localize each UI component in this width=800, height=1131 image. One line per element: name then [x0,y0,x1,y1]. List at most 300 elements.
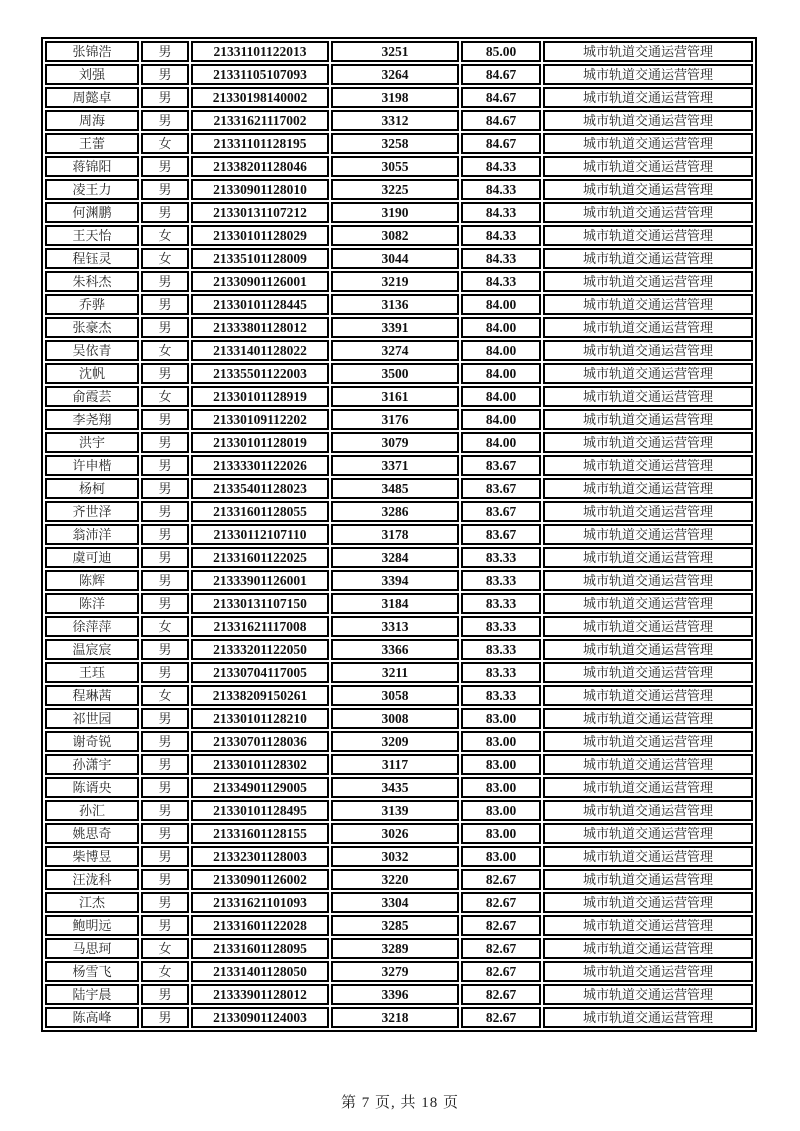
cell-name: 朱科杰 [45,271,139,292]
cell-score: 83.33 [461,662,541,683]
cell-gender: 男 [141,294,189,315]
cell-id: 21331601128095 [191,938,329,959]
cell-code: 3220 [331,869,459,890]
cell-code: 3139 [331,800,459,821]
table-row [45,133,753,154]
cell-gender: 男 [141,915,189,936]
cell-score: 83.33 [461,547,541,568]
table-row [45,915,753,936]
cell-id: 21330112107110 [191,524,329,545]
cell-score: 84.00 [461,432,541,453]
table-row [45,754,753,775]
cell-score: 84.33 [461,248,541,269]
cell-id: 21330101128302 [191,754,329,775]
cell-code: 3058 [331,685,459,706]
table-row [45,294,753,315]
cell-gender: 男 [141,869,189,890]
cell-code: 3304 [331,892,459,913]
table-row [45,455,753,476]
cell-id: 21330101128019 [191,432,329,453]
cell-id: 21330131107212 [191,202,329,223]
cell-major: 城市轨道交通运营管理 [543,754,753,775]
cell-gender: 男 [141,823,189,844]
cell-id: 21330901126001 [191,271,329,292]
table-row [45,179,753,200]
cell-code: 3396 [331,984,459,1005]
cell-major: 城市轨道交通运营管理 [543,64,753,85]
table-row [45,777,753,798]
cell-gender: 男 [141,271,189,292]
table-row [45,961,753,982]
cell-major: 城市轨道交通运营管理 [543,340,753,361]
cell-major: 城市轨道交通运营管理 [543,248,753,269]
cell-score: 83.00 [461,800,541,821]
cell-major: 城市轨道交通运营管理 [543,593,753,614]
cell-score: 82.67 [461,892,541,913]
cell-name: 张锦浩 [45,41,139,62]
cell-name: 何渊鹏 [45,202,139,223]
table-row [45,892,753,913]
table-row [45,317,753,338]
cell-major: 城市轨道交通运营管理 [543,984,753,1005]
cell-code: 3218 [331,1007,459,1028]
cell-major: 城市轨道交通运营管理 [543,363,753,384]
cell-gender: 男 [141,317,189,338]
cell-gender: 男 [141,64,189,85]
cell-code: 3176 [331,409,459,430]
cell-code: 3190 [331,202,459,223]
cell-name: 陈谞央 [45,777,139,798]
cell-name: 王蕾 [45,133,139,154]
cell-gender: 男 [141,593,189,614]
cell-code: 3286 [331,501,459,522]
cell-name: 蒋锦阳 [45,156,139,177]
cell-gender: 女 [141,225,189,246]
cell-name: 张豪杰 [45,317,139,338]
cell-name: 程琳茜 [45,685,139,706]
cell-id: 21330101128029 [191,225,329,246]
cell-code: 3313 [331,616,459,637]
cell-major: 城市轨道交通运营管理 [543,386,753,407]
cell-major: 城市轨道交通运营管理 [543,915,753,936]
cell-score: 83.67 [461,524,541,545]
cell-code: 3284 [331,547,459,568]
cell-gender: 男 [141,409,189,430]
cell-gender: 男 [141,777,189,798]
cell-id: 21335101128009 [191,248,329,269]
cell-name: 程钰灵 [45,248,139,269]
cell-code: 3198 [331,87,459,108]
cell-name: 祁世园 [45,708,139,729]
cell-id: 21331601128055 [191,501,329,522]
cell-code: 3136 [331,294,459,315]
cell-gender: 男 [141,570,189,591]
table-row [45,110,753,131]
cell-score: 84.00 [461,363,541,384]
cell-major: 城市轨道交通运营管理 [543,731,753,752]
cell-code: 3225 [331,179,459,200]
table-row [45,869,753,890]
cell-id: 21330901128010 [191,179,329,200]
cell-gender: 女 [141,386,189,407]
cell-score: 84.33 [461,179,541,200]
cell-gender: 女 [141,938,189,959]
cell-name: 马思珂 [45,938,139,959]
cell-id: 21331601122028 [191,915,329,936]
cell-gender: 男 [141,432,189,453]
table-row [45,524,753,545]
cell-code: 3485 [331,478,459,499]
cell-major: 城市轨道交通运营管理 [543,892,753,913]
cell-code: 3184 [331,593,459,614]
cell-score: 83.00 [461,731,541,752]
cell-code: 3258 [331,133,459,154]
cell-code: 3032 [331,846,459,867]
table-row [45,41,753,62]
cell-id: 21331621101093 [191,892,329,913]
cell-name: 谢奇锐 [45,731,139,752]
cell-id: 21330701128036 [191,731,329,752]
cell-name: 江杰 [45,892,139,913]
cell-major: 城市轨道交通运营管理 [543,547,753,568]
cell-gender: 男 [141,179,189,200]
cell-id: 21334901129005 [191,777,329,798]
cell-name: 陈洋 [45,593,139,614]
cell-code: 3178 [331,524,459,545]
cell-major: 城市轨道交通运营管理 [543,409,753,430]
cell-id: 21330704117005 [191,662,329,683]
cell-gender: 女 [141,616,189,637]
cell-name: 李尧翔 [45,409,139,430]
cell-score: 83.67 [461,501,541,522]
cell-major: 城市轨道交通运营管理 [543,225,753,246]
cell-gender: 男 [141,363,189,384]
cell-code: 3251 [331,41,459,62]
cell-id: 21335401128023 [191,478,329,499]
cell-code: 3209 [331,731,459,752]
cell-major: 城市轨道交通运营管理 [543,294,753,315]
cell-major: 城市轨道交通运营管理 [543,869,753,890]
cell-major: 城市轨道交通运营管理 [543,685,753,706]
cell-name: 陈辉 [45,570,139,591]
cell-name: 周海 [45,110,139,131]
cell-id: 21331105107093 [191,64,329,85]
table-row [45,593,753,614]
cell-name: 陆宇晨 [45,984,139,1005]
cell-name: 孙汇 [45,800,139,821]
cell-name: 吴依青 [45,340,139,361]
cell-id: 21330131107150 [191,593,329,614]
cell-name: 杨雪飞 [45,961,139,982]
cell-id: 21330109112202 [191,409,329,430]
cell-major: 城市轨道交通运营管理 [543,662,753,683]
cell-code: 3211 [331,662,459,683]
cell-major: 城市轨道交通运营管理 [543,570,753,591]
cell-id: 21333901128012 [191,984,329,1005]
cell-id: 21331401128022 [191,340,329,361]
cell-name: 周懿卓 [45,87,139,108]
table-row [45,662,753,683]
cell-major: 城市轨道交通运营管理 [543,708,753,729]
cell-score: 84.00 [461,340,541,361]
cell-major: 城市轨道交通运营管理 [543,202,753,223]
cell-score: 83.33 [461,570,541,591]
cell-id: 21331601122025 [191,547,329,568]
cell-major: 城市轨道交通运营管理 [543,87,753,108]
cell-score: 83.33 [461,616,541,637]
cell-id: 21331401128050 [191,961,329,982]
cell-code: 3161 [331,386,459,407]
cell-gender: 女 [141,961,189,982]
cell-code: 3371 [331,455,459,476]
cell-score: 84.67 [461,110,541,131]
table-row [45,938,753,959]
cell-gender: 男 [141,524,189,545]
cell-score: 83.67 [461,455,541,476]
cell-name: 徐萍萍 [45,616,139,637]
cell-score: 83.33 [461,639,541,660]
cell-gender: 男 [141,800,189,821]
table-row [45,708,753,729]
cell-id: 21330101128495 [191,800,329,821]
cell-code: 3366 [331,639,459,660]
cell-gender: 女 [141,133,189,154]
cell-code: 3055 [331,156,459,177]
cell-gender: 男 [141,639,189,660]
cell-name: 乔骅 [45,294,139,315]
cell-major: 城市轨道交通运营管理 [543,800,753,821]
cell-id: 21330901126002 [191,869,329,890]
cell-code: 3044 [331,248,459,269]
cell-gender: 女 [141,685,189,706]
cell-code: 3391 [331,317,459,338]
cell-name: 姚思奇 [45,823,139,844]
cell-score: 85.00 [461,41,541,62]
cell-code: 3219 [331,271,459,292]
cell-gender: 男 [141,110,189,131]
cell-major: 城市轨道交通运营管理 [543,455,753,476]
cell-score: 82.67 [461,938,541,959]
cell-code: 3079 [331,432,459,453]
table-row [45,225,753,246]
cell-gender: 男 [141,662,189,683]
table-row [45,731,753,752]
cell-major: 城市轨道交通运营管理 [543,846,753,867]
cell-name: 翁沛洋 [45,524,139,545]
table-row [45,409,753,430]
cell-code: 3279 [331,961,459,982]
table-row [45,984,753,1005]
cell-gender: 男 [141,984,189,1005]
cell-code: 3264 [331,64,459,85]
cell-gender: 男 [141,547,189,568]
cell-score: 83.67 [461,478,541,499]
cell-name: 虞可迪 [45,547,139,568]
cell-name: 刘强 [45,64,139,85]
cell-major: 城市轨道交通运营管理 [543,1007,753,1028]
cell-major: 城市轨道交通运营管理 [543,271,753,292]
cell-major: 城市轨道交通运营管理 [543,432,753,453]
cell-id: 21331621117002 [191,110,329,131]
table-row [45,248,753,269]
cell-major: 城市轨道交通运营管理 [543,501,753,522]
cell-id: 21331101122013 [191,41,329,62]
cell-name: 温宸宸 [45,639,139,660]
cell-gender: 男 [141,202,189,223]
cell-score: 84.67 [461,87,541,108]
cell-score: 84.67 [461,133,541,154]
cell-major: 城市轨道交通运营管理 [543,639,753,660]
cell-major: 城市轨道交通运营管理 [543,179,753,200]
cell-code: 3394 [331,570,459,591]
cell-gender: 男 [141,501,189,522]
table-row [45,478,753,499]
cell-score: 84.00 [461,409,541,430]
cell-score: 84.33 [461,271,541,292]
cell-name: 王珏 [45,662,139,683]
cell-name: 沈帆 [45,363,139,384]
table-row [45,639,753,660]
cell-major: 城市轨道交通运营管理 [543,938,753,959]
table-row [45,1007,753,1028]
cell-major: 城市轨道交通运营管理 [543,524,753,545]
table-row [45,846,753,867]
cell-score: 83.00 [461,823,541,844]
cell-name: 孙潇宇 [45,754,139,775]
table-row [45,271,753,292]
cell-gender: 男 [141,892,189,913]
cell-code: 3289 [331,938,459,959]
cell-score: 84.33 [461,202,541,223]
cell-major: 城市轨道交通运营管理 [543,777,753,798]
cell-major: 城市轨道交通运营管理 [543,478,753,499]
cell-name: 许申楷 [45,455,139,476]
cell-gender: 女 [141,340,189,361]
cell-score: 82.67 [461,915,541,936]
cell-id: 21330101128445 [191,294,329,315]
cell-major: 城市轨道交通运营管理 [543,616,753,637]
cell-gender: 男 [141,754,189,775]
cell-id: 21331601128155 [191,823,329,844]
cell-score: 83.33 [461,593,541,614]
cell-id: 21330101128210 [191,708,329,729]
cell-gender: 男 [141,1007,189,1028]
cell-score: 82.67 [461,961,541,982]
cell-gender: 男 [141,87,189,108]
cell-score: 82.67 [461,869,541,890]
cell-id: 21335501122003 [191,363,329,384]
cell-code: 3082 [331,225,459,246]
table-row [45,386,753,407]
table-row [45,685,753,706]
cell-major: 城市轨道交通运营管理 [543,961,753,982]
cell-id: 21331101128195 [191,133,329,154]
cell-major: 城市轨道交通运营管理 [543,41,753,62]
cell-id: 21332301128003 [191,846,329,867]
cell-code: 3274 [331,340,459,361]
cell-code: 3500 [331,363,459,384]
cell-code: 3435 [331,777,459,798]
cell-name: 鲍明远 [45,915,139,936]
table-row [45,823,753,844]
table-row [45,87,753,108]
cell-major: 城市轨道交通运营管理 [543,133,753,154]
table-row [45,570,753,591]
table-row [45,64,753,85]
cell-name: 洪宇 [45,432,139,453]
cell-gender: 男 [141,731,189,752]
cell-name: 汪泷科 [45,869,139,890]
cell-name: 俞霞芸 [45,386,139,407]
cell-score: 84.00 [461,294,541,315]
table-row [45,432,753,453]
cell-score: 84.33 [461,225,541,246]
cell-major: 城市轨道交通运营管理 [543,317,753,338]
cell-id: 21338201128046 [191,156,329,177]
cell-score: 83.00 [461,708,541,729]
table-row [45,340,753,361]
cell-score: 83.33 [461,685,541,706]
cell-name: 柴博昱 [45,846,139,867]
cell-code: 3026 [331,823,459,844]
table-row [45,616,753,637]
cell-score: 83.00 [461,754,541,775]
cell-name: 陈高峰 [45,1007,139,1028]
cell-code: 3312 [331,110,459,131]
cell-id: 21333301122026 [191,455,329,476]
results-table [41,37,757,1032]
cell-name: 齐世泽 [45,501,139,522]
cell-id: 21330901124003 [191,1007,329,1028]
cell-code: 3008 [331,708,459,729]
cell-gender: 男 [141,156,189,177]
cell-id: 21331621117008 [191,616,329,637]
cell-gender: 男 [141,41,189,62]
cell-code: 3117 [331,754,459,775]
cell-name: 王天怡 [45,225,139,246]
table-row [45,547,753,568]
cell-name: 凌王力 [45,179,139,200]
cell-score: 83.00 [461,777,541,798]
cell-id: 21333801128012 [191,317,329,338]
table-row [45,800,753,821]
cell-score: 82.67 [461,1007,541,1028]
table-row [45,501,753,522]
cell-gender: 男 [141,708,189,729]
results-table-body [45,41,753,1028]
cell-major: 城市轨道交通运营管理 [543,156,753,177]
cell-code: 3285 [331,915,459,936]
cell-score: 83.00 [461,846,541,867]
cell-gender: 男 [141,478,189,499]
cell-id: 21333901126001 [191,570,329,591]
cell-score: 84.67 [461,64,541,85]
cell-score: 84.33 [461,156,541,177]
cell-gender: 男 [141,846,189,867]
cell-name: 杨柯 [45,478,139,499]
table-row [45,202,753,223]
cell-id: 21338209150261 [191,685,329,706]
cell-gender: 女 [141,248,189,269]
cell-major: 城市轨道交通运营管理 [543,823,753,844]
cell-score: 82.67 [461,984,541,1005]
table-row [45,363,753,384]
table-row [45,156,753,177]
cell-gender: 男 [141,455,189,476]
cell-score: 84.00 [461,317,541,338]
page-number-footer: 第 7 页, 共 18 页 [340,1095,459,1111]
cell-id: 21333201122050 [191,639,329,660]
